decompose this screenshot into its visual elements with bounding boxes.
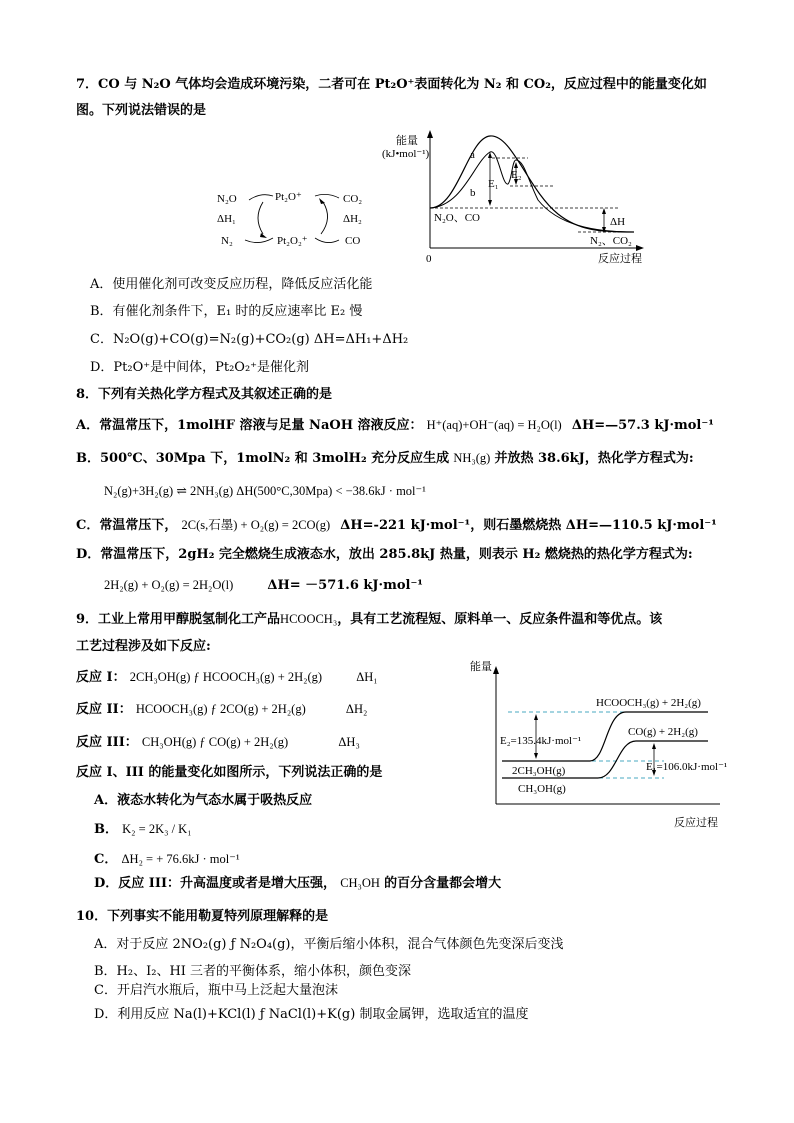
q9-c-formula: ΔH₂ = + 76.6kJ · mol⁻¹: [121, 852, 240, 866]
cycle-center-top: Pt₂O⁺: [275, 191, 302, 203]
q8-option-c: [76, 516, 717, 535]
q7-label-e2: E₂: [511, 169, 522, 181]
q9-reaction-1: [76, 668, 378, 687]
q9-reaction-3: [76, 733, 360, 752]
cycle-left-top: N₂O: [217, 193, 237, 205]
q7-ylabel1: 能量: [396, 135, 418, 147]
q9-d-text: D．反应 III：升高温度或者是增大压强，: [94, 876, 337, 891]
q7-label-b: b: [470, 187, 476, 199]
q9-option-c: [94, 850, 240, 869]
q7-label-e1: E₁: [488, 178, 499, 190]
q10-option-b: B．H₂、I₂、HI 三者的平衡体系，缩小体积，颜色变深: [94, 964, 412, 979]
q9-r1-label: 反应 I：: [76, 670, 126, 685]
q7-stem-line2: 图。下列说法错误的是: [76, 103, 207, 118]
q7-reactants: N₂O、CO: [434, 212, 481, 224]
q10-stem: 10．下列事实不能用勒夏特列原理解释的是: [76, 909, 329, 924]
q9-energy-diagram: [468, 656, 734, 834]
q9-label-e1: E₁=106.0kJ·mol⁻¹: [646, 761, 728, 773]
q10-option-d: D．利用反应 Na(l)+KCl(l) ƒ NaCl(l)+K(g) 制取金属钾，选取适宜的温度: [94, 1007, 529, 1022]
q8-a-text: A．常温常压下，1molHF 溶液与足量 NaOH 溶液反应：: [76, 418, 423, 433]
q9-b-formula: K₂ = 2K₃ / K₁: [122, 822, 192, 836]
q9-label-left-lower: CH₃OH(g): [518, 783, 566, 795]
q7-origin: 0: [426, 253, 432, 265]
q7-xlabel: 反应过程: [598, 253, 642, 265]
q7-dh: ΔH: [610, 216, 626, 228]
q7-option-c: C．N₂O(g)+CO(g)=N₂(g)+CO₂(g) ΔH=ΔH₁+ΔH₂: [90, 332, 409, 347]
q9-label-e2: E₂=135.4kJ·mol⁻¹: [500, 735, 582, 747]
q8-c-dh: ΔH=-221 kJ·mol⁻¹，则石墨燃烧热 ΔH=—110.5 kJ·mol⁻¹: [340, 518, 717, 533]
q8-b-formula2: N₂(g)+3H₂(g) ⇌ 2NH₃(g) ΔH(500°C,30Mpa) < −38.6kJ · mol⁻¹: [104, 484, 426, 498]
q8-b-formula1: NH₃(g): [453, 451, 491, 465]
q8-c-formula: 2C(s,石墨) + O₂(g) = 2CO(g): [181, 518, 331, 532]
q8-d-formula: 2H₂(g) + O₂(g) = 2H₂O(l): [104, 578, 234, 592]
q10-option-a: A．对于反应 2NO₂(g) ƒ N₂O₄(g)，平衡后缩小体积，混合气体颜色先变深后变浅: [94, 937, 564, 952]
q9-reaction-2: [76, 700, 367, 719]
q10-option-c: C．开启汽水瓶后，瓶中马上泛起大量泡沫: [94, 983, 338, 998]
q9-label-top: HCOOCH₃(g) + 2H₂(g): [596, 697, 701, 709]
q9-r1-formula: 2CH₃OH(g) ƒ HCOOCH₃(g) + 2H₂(g): [129, 670, 323, 684]
q9-ylabel: 能量: [470, 661, 492, 673]
q8-option-b: [76, 449, 694, 468]
q9-r3-dh: ΔH₃: [338, 735, 360, 749]
q9-r2-label: 反应 II：: [76, 702, 132, 717]
q8-option-a: [76, 416, 714, 435]
q8-stem: 8．下列有关热化学方程式及其叙述正确的是: [76, 387, 333, 402]
q9-b-label: B．: [94, 822, 118, 837]
q7-option-d: D．Pt₂O⁺是中间体，Pt₂O₂⁺是催化剂: [90, 360, 310, 375]
q9-stem-line2: 工艺过程涉及如下反应:: [76, 639, 211, 654]
q8-c-text: C．常温常压下，: [76, 518, 178, 533]
q7-label-a: a: [470, 149, 475, 161]
cycle-left-bot: N₂: [221, 235, 233, 247]
q7-option-a: A．使用催化剂可改变反应历程，降低反应活化能: [90, 277, 373, 292]
q9-option-d: [94, 874, 501, 893]
q7-energy-diagram: [378, 130, 650, 266]
q9-d-text2: 的百分含量都会增大: [384, 876, 502, 891]
q9-stem1a: 9．工业上常用甲醇脱氢制化工产品: [76, 612, 281, 627]
q8-b-text2: 并放热 38.6kJ，热化学方程式为:: [494, 451, 694, 466]
q9-label-left-upper: 2CH₃OH(g): [512, 765, 566, 777]
q8-a-formula: H⁺(aq)+OH⁻(aq) = H₂O(l): [426, 418, 562, 432]
q8-d-dh: ΔH= －571.6 kJ·mol⁻¹: [267, 578, 424, 593]
q8-option-d-text: D．常温常压下，2gH₂ 完全燃烧生成液态水，放出 285.8kJ 热量，则表示 H₂ 燃烧热的热化学方程式为:: [76, 547, 693, 562]
q9-xlabel: 反应过程: [674, 817, 718, 829]
cycle-right-bot: CO: [345, 235, 361, 247]
cycle-right-mid: ΔH₂: [343, 213, 362, 225]
q9-stem1b: ，具有工艺流程短、原料单一、反应条件温和等优点。该: [337, 612, 663, 627]
cycle-right-top: CO₂: [343, 193, 363, 205]
q9-r2-dh: ΔH₂: [345, 702, 368, 716]
q9-stem-line1: [76, 610, 662, 629]
q9-r3-label: 反应 III：: [76, 735, 138, 750]
q9-option-a: A．液态水转化为气态水属于吸热反应: [94, 793, 313, 808]
q7-products: N₂、CO₂: [590, 235, 632, 247]
q7-option-b: B．有催化剂条件下，E₁ 时的反应速率比 E₂ 慢: [90, 304, 363, 319]
q9-c-label: C．: [94, 852, 118, 867]
q9-r3-formula: CH₃OH(g) ƒ CO(g) + 2H₂(g): [141, 735, 289, 749]
q9-stem1f: HCOOCH₃: [280, 612, 338, 626]
q9-r2-formula: HCOOCH₃(g) ƒ 2CO(g) + 2H₂(g): [135, 702, 306, 716]
cycle-center-bot: Pt₂O₂⁺: [277, 235, 308, 247]
q8-a-dh: ΔH=—57.3 kJ·mol⁻¹: [571, 418, 714, 433]
q8-b-text: B．500℃、30Mpa 下，1molN₂ 和 3molH₂ 充分反应生成: [76, 451, 450, 466]
q7-ylabel2: (kJ•mol⁻¹): [382, 148, 430, 160]
q7-stem-line1: 7．CO 与 N₂O 气体均会造成环境污染，二者可在 Pt₂O⁺表面转化为 N₂ 和 CO₂，反应过程中的能量变化如: [76, 77, 707, 92]
cycle-left-mid: ΔH₁: [217, 213, 236, 225]
q9-d-formula: CH₃OH: [340, 876, 380, 890]
q7-catalytic-cycle: [215, 188, 380, 254]
q9-stem-line3: 反应 I、III 的能量变化如图所示，下列说法正确的是: [76, 765, 383, 780]
q9-r1-dh: ΔH₁: [356, 670, 378, 684]
q9-option-b: [94, 820, 192, 839]
q9-label-mid: CO(g) + 2H₂(g): [628, 726, 698, 738]
q8-option-d-equation: [104, 576, 423, 595]
